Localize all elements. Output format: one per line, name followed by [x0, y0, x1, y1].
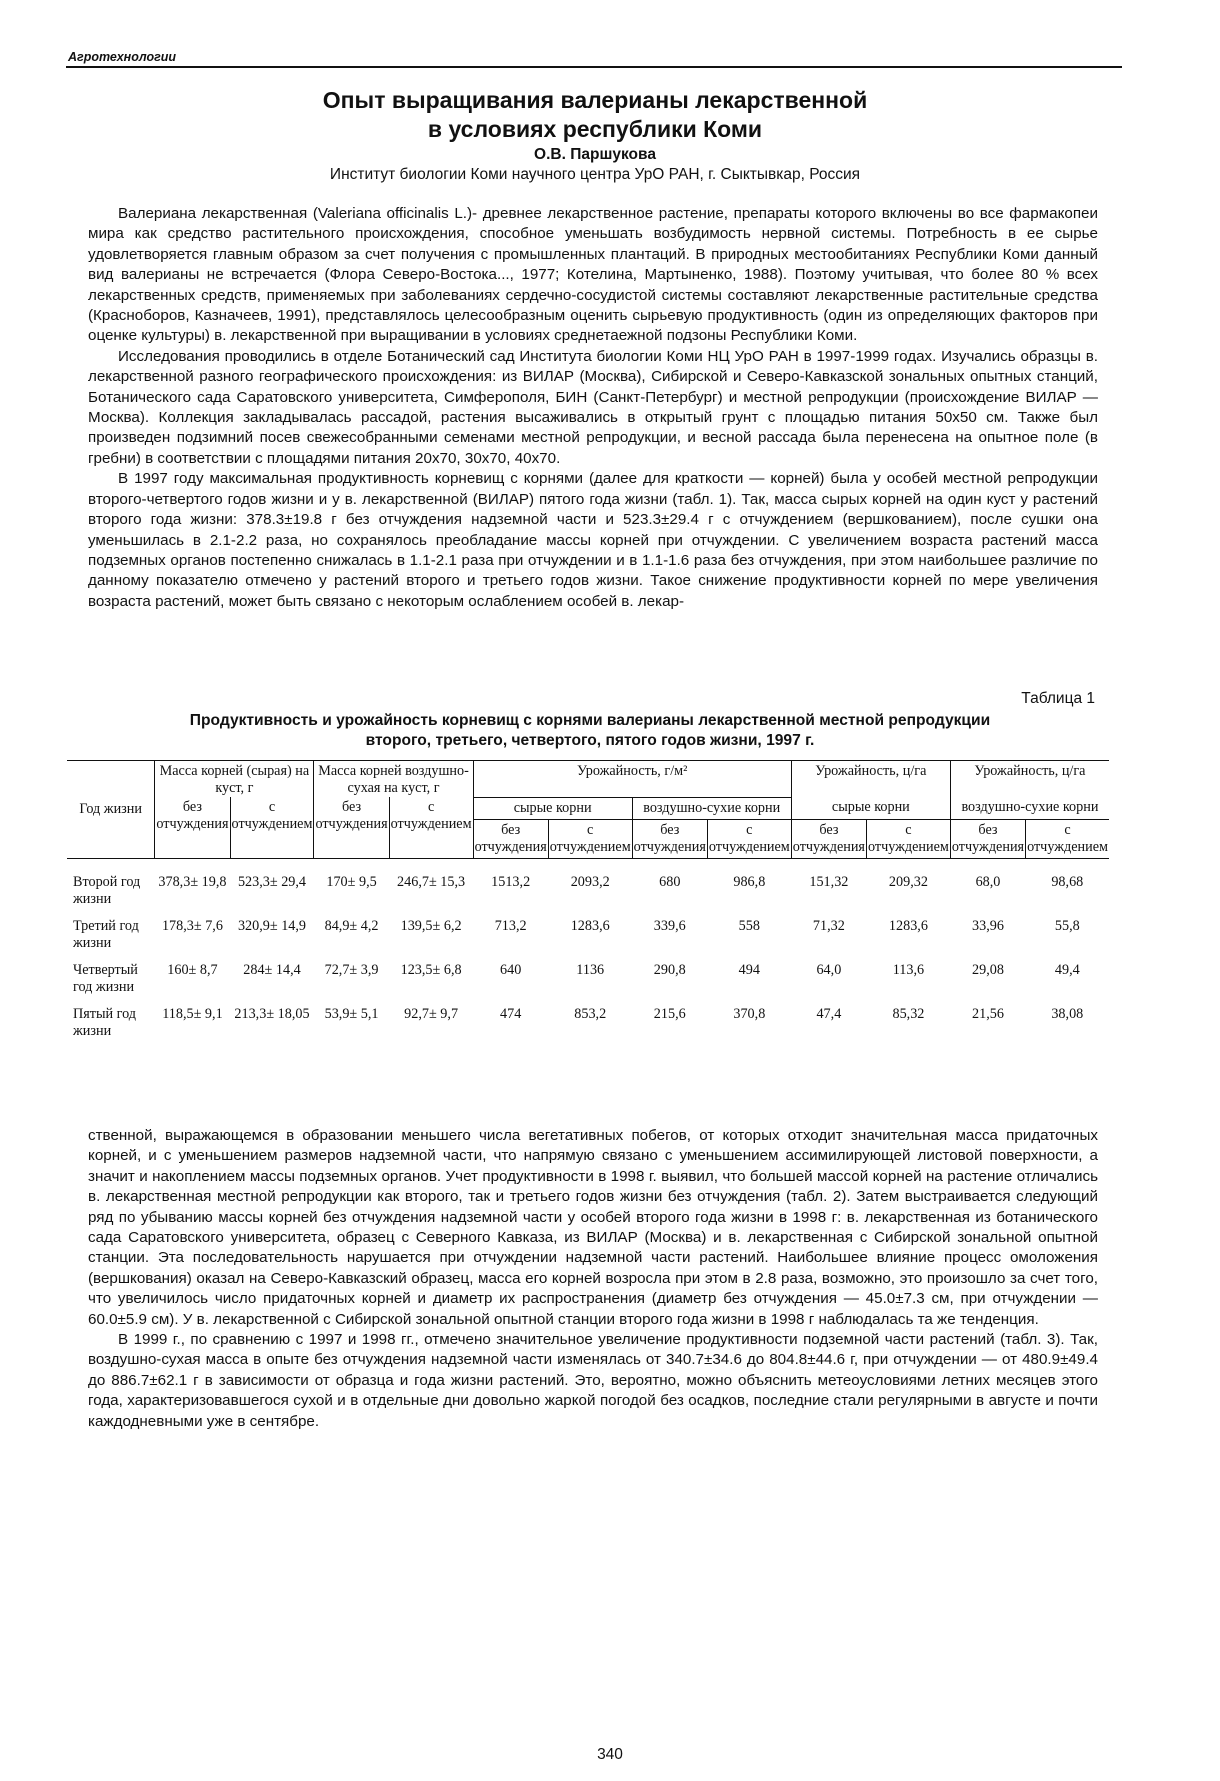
row-label: Второй год жизни — [73, 874, 141, 907]
table-cell: 53,9± 5,1 — [324, 1006, 379, 1022]
table-cell: 853,2 — [574, 1006, 607, 1022]
table-cell: 64,0 — [816, 962, 842, 978]
table-cell: 378,3± 19,8 — [158, 874, 227, 890]
table-cell: 85,32 — [892, 1006, 925, 1022]
table-label: Таблица 1 — [1021, 690, 1095, 707]
table-cell: 55,8 — [1054, 918, 1080, 934]
table-cell: 213,3± 18,05 — [234, 1006, 310, 1022]
author: О.В. Паршукова — [534, 146, 656, 163]
table-cell: 178,3± 7,6 — [161, 918, 223, 934]
table-cell: 986,8 — [733, 874, 766, 890]
table-cell: 47,4 — [816, 1006, 842, 1022]
table-cell: 1136 — [576, 962, 605, 978]
section-label: Агротехнологии — [68, 50, 177, 64]
row-label: Пятый год жизни — [73, 1006, 137, 1039]
table-cell: 38,08 — [1051, 1006, 1084, 1022]
table-cell: 160± 8,7 — [167, 962, 218, 978]
table-cell: 370,8 — [733, 1006, 766, 1022]
table-cell: 2093,2 — [570, 874, 610, 890]
header-mass-dry: Масса корней воздушно-сухая на куст, г — [314, 761, 473, 798]
table-cell: 21,56 — [972, 1006, 1004, 1022]
table-cell: 123,5± 6,8 — [400, 962, 462, 978]
table-cell: 84,9± 4,2 — [324, 918, 379, 934]
page-number: 340 — [597, 1746, 623, 1763]
header-raw-roots-ha: сырые корни — [791, 797, 950, 819]
title-line-1: Опыт выращивания валерианы лекарственной — [322, 87, 868, 113]
table-cell: 68,0 — [975, 874, 1001, 890]
table-cell: 284± 14,4 — [243, 962, 301, 978]
table-row — [67, 918, 1109, 962]
paragraph: Исследования проводились в отделе Ботанический сад Института биологии Коми НЦ УрО РАН в 1997-1999 годах. Изучались образцы в. лекарственной разного географического происхождения: из ВИЛАР (Москва), Сибирской и Северо-Кавказской зональных опытных станций, Ботанического сада Саратовского университета, Симферополя, БИН (Санкт-Петербург) и местной репродукции (происхождение ВИЛАР — Москва). Коллекция закладывалась рассадой, растения высаживались в открытый грунт с площадью питания 50х50 см. Также был произведен подзимний посев свежесобранными семенами местной репродукции, и весной рассада была перенесена на опытное поле (в гребни) в соответствии с площадями питания 20х70, 30х70, 40х70. — [88, 347, 1098, 467]
table-cell: 215,6 — [653, 1006, 686, 1022]
paragraph: ственной, выражающемся в образовании меньшего числа вегетативных побегов, от которых отходит значительная масса придаточных корней, и с уменьшением размеров надземной части, что напрямую связано с уменьшением ассимилирующей листовой поверхности, а значит и накоплением массы подземных органов. Учет продуктивности в 1998 г. выявил, что большей массой корней на растение отличались в. лекарственная местной репродукции как второго, так и третьего годов жизни без отчуждения (табл. 2). Затем выстраивается следующий ряд по убыванию массы корней без отчуждения надземной части у особей второго года жизни в 1998 г: в. лекарственная из ботанического сада Саратовского университета, образец с Северного Кавказа, из ВИЛАР (Москва) и в. лекарственная с Сибирской зональной опытной станции. Эта последовательность нарушается при отчуждении надземной части растений. Наибольшее влияние процесс омоложения (вершкования) оказал на Северо-Кавказский образец, масса его корней возросла при этом в 2.8 раза, возможно, это произошло за счет того, что увеличилось число придаточных корней и диаметр их распространения (диаметр без отчуждения — 45.0±7.3 см, при отчуждении — 60.0±5.9 см). У в. лекарственной с Сибирской зональной опытной станции второго года жизни в 1998 г наблюдалась та же тенденция. — [88, 1127, 1098, 1328]
table-cell: 523,3± 29,4 — [237, 874, 307, 890]
row-label: Четвертый год жизни — [73, 962, 138, 995]
table-cell: 320,9± 14,9 — [237, 918, 307, 934]
table-cell: 72,7± 3,9 — [324, 962, 379, 978]
table-cell: 151,32 — [809, 874, 849, 890]
title-line-2: в условиях республики Коми — [427, 116, 763, 142]
table-cell: 558 — [738, 918, 760, 934]
table-cell: 1283,6 — [888, 918, 928, 934]
paragraph: В 1999 г., по сравнению с 1997 и 1998 гг., отмечено значительное увеличение продуктивности подземной части растений (табл. 3). Так, воздушно-сухая масса в опыте без отчуждения надземной части изменялась от 340.7±34.6 до 804.8±44.6 г, при отчуждении — от 480.9±49.4 до 886.7±62.1 г в зависимости от образца и года жизни растений. Это, вероятно, можно объяснить метеоусловиями летних месяцев этого года, характеризовавшегося сухой и в отдельные дни довольно жаркой погодой без осадков, последние стали регулярными в августе и почти каждодневными уже в сентябре. — [88, 1331, 1098, 1430]
table-cell: 474 — [500, 1006, 522, 1022]
table-cell: 680 — [659, 874, 681, 890]
paragraph: Валериана лекарственная (Valeriana officinalis L.)- древнее лекарственное растение, препараты которого включены во все фармакопеи мира как средство растительного происхождения, способное уменьшать возбудимость нервной системы. Потребность в ее сырье удовлетворяется главным образом за счет получения с промышленных плантаций. В природных местообитаниях Республики Коми данный вид валерианы не встречается (Флора Северо-Востока..., 1977; Котелина, Мартыненко, 1988). Поэтому учитывая, что более 80 % всех лекарственных средств, применяемых при заболеваниях сердечно-сосудистой системы составляют лекарственные растительные средства (Красноборов, Казначеев, 1991), представлялось целесообразным оценить сырьевую продуктивность (один из определяющих факторов при оценке культуры) в. лекарственной при выращивании в условиях среднетаежной подзоны Республики Коми. — [88, 205, 1098, 345]
header-without: без отчуждения — [473, 819, 548, 858]
table-cell: 290,8 — [653, 962, 686, 978]
header-yield-m2: Урожайность, г/м² — [473, 761, 791, 798]
table-title-line-1: Продуктивность и урожайность корневищ с корнями валерианы лекарственной местной репродукции — [189, 712, 991, 729]
header-with: с отчуждением — [866, 819, 950, 858]
table-row — [67, 874, 1109, 918]
table-cell: 209,32 — [888, 874, 928, 890]
table-cell: 71,32 — [812, 918, 845, 934]
table-cell: 713,2 — [494, 918, 527, 934]
article-title — [90, 86, 1100, 144]
table-cell: 98,68 — [1051, 874, 1084, 890]
header-rule — [66, 66, 1122, 68]
table-cell: 1283,6 — [570, 918, 610, 934]
table-cell: 139,5± 6,2 — [400, 918, 462, 934]
header-with: с отчуждением — [230, 797, 314, 858]
table-cell: 113,6 — [892, 962, 925, 978]
table-title — [60, 711, 1120, 751]
header-raw-roots: сырые корни — [473, 797, 632, 819]
table-cell: 1513,2 — [491, 874, 531, 890]
table-row — [67, 962, 1109, 1006]
table-title-line-2: второго, третьего, четвертого, пятого годов жизни, 1997 г. — [365, 732, 815, 749]
header-year: Год жизни — [79, 800, 142, 817]
paragraph: В 1997 году максимальная продуктивность корневищ с корнями (далее для краткости — корней) была у особей местной репродукции второго-четвертого годов жизни и у в. лекарственной (ВИЛАР) пятого года жизни (табл. 1). Так, масса сырых корней на один куст у растений второго года жизни: 378.3±19.8 г без отчуждения надземной части и 523.3±29.4 г с отчуждением (вершкованием), после сушки она уменьшилась в 2.1-2.2 раза, но сохранялось преобладание массы корней при отчуждении. С увеличением возраста растений масса подземных органов постепенно снижалась в 1.1-2.1 раза при отчуждении и в 1.1-1.6 раза без отчуждения, при этом наибольшее различие по данному показателю отмечено у растений второго и третьего годов жизни. Такое снижение продуктивности корней по мере увеличения возраста растений, может быть связано с некоторым ослаблением особей в. лекар- — [88, 470, 1098, 610]
table-cell: 33,96 — [972, 918, 1004, 934]
header-with: с отчуждением — [389, 797, 473, 858]
header-without: без отчуждения — [632, 819, 707, 858]
header-with: с отчуждением — [1026, 819, 1109, 858]
header-without: без отчуждения — [950, 819, 1025, 858]
header-without: без отчуждения — [314, 797, 389, 858]
row-label: Третий год жизни — [73, 918, 139, 951]
table-cell: 29,08 — [972, 962, 1004, 978]
header-without: без отчуждения — [791, 819, 866, 858]
table-cell: 49,4 — [1054, 962, 1080, 978]
header-mass-raw: Масса корней (сырая) на куст, г — [155, 761, 314, 798]
table-cell: 246,7± 15,3 — [397, 874, 466, 890]
header-dry-roots: воздушно-сухие корни — [632, 797, 791, 819]
body-text-top — [88, 204, 1098, 612]
header-yield-ha-raw: Урожайность, ц/га — [791, 761, 950, 798]
header-without: без отчуждения — [155, 797, 230, 858]
table-row — [67, 858, 1109, 874]
table-cell: 339,6 — [653, 918, 686, 934]
body-text-bottom — [88, 1126, 1098, 1432]
affiliation: Институт биологии Коми научного центра УрО РАН, г. Сыктывкар, Россия — [329, 166, 861, 183]
table-cell: 494 — [738, 962, 760, 978]
header-dry-roots-ha: воздушно-сухие корни — [950, 797, 1109, 819]
table-cell: 118,5± 9,1 — [162, 1006, 223, 1022]
table-row — [67, 1006, 1109, 1050]
header-with: с отчуждением — [548, 819, 632, 858]
table-cell: 170± 9,5 — [326, 874, 377, 890]
header-yield-ha-dry: Урожайность, ц/га — [950, 761, 1109, 798]
header-with: с отчуждением — [707, 819, 791, 858]
table-cell: 640 — [500, 962, 522, 978]
data-table — [67, 760, 1109, 1050]
table-cell: 92,7± 9,7 — [404, 1006, 459, 1022]
